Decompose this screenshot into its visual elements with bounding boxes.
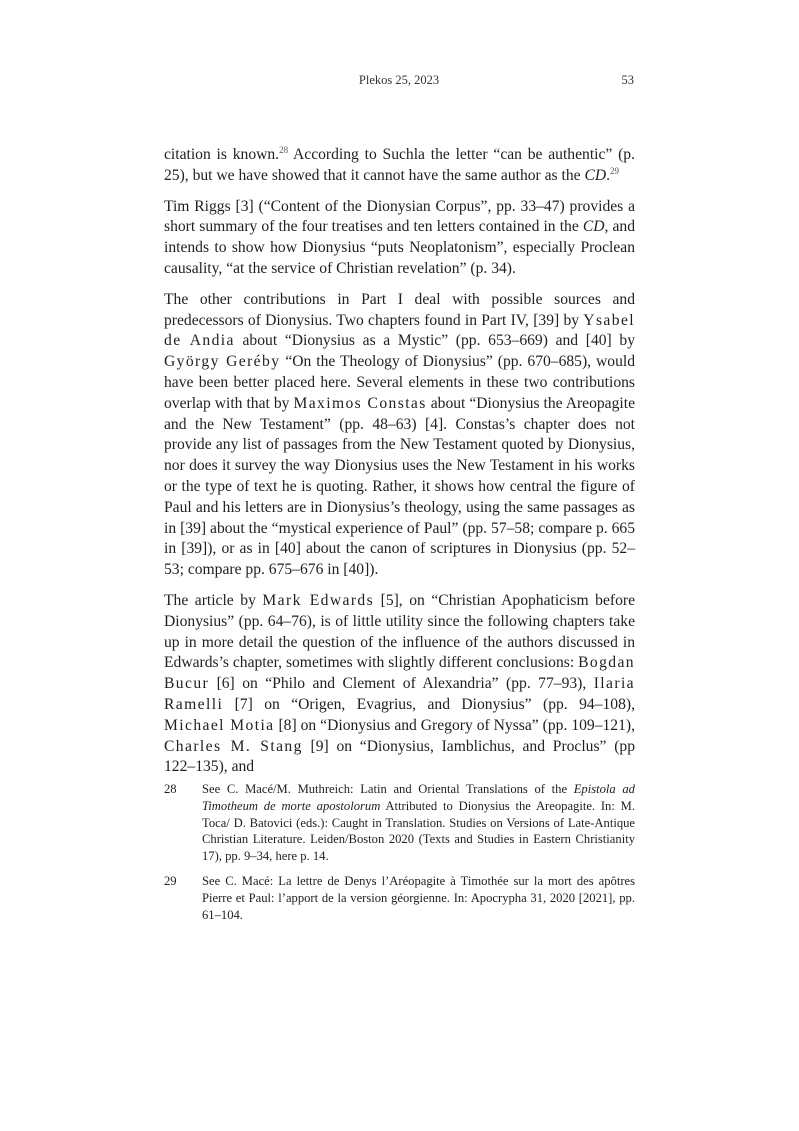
text-run: about “Dionysius the Areopagite and the New Testament” (pp. 48–63) [4]. Constas’s chapter does not provide any list of passages from the New Testament quoted by Dionysius, nor does it survey the way Dionysius uses the New Testament in his works or the type of text he is quoting. Rather, it shows how central the figure of Paul and his letters are in Dionysius’s theology, using the same passages as in [39] about the “mystical experience of Paul” (pp. 57–58; compare p. 665 in [39]), or as in [40] about the canon of scriptures in Dionysius (pp. 52–53; compare pp. 675–676 in [40]). bbox=[164, 394, 635, 579]
text-run: [8] on “Dionysius and Gregory of Nyssa” (pp. 109–121), bbox=[274, 716, 635, 734]
paragraph bbox=[164, 145, 635, 187]
text-run: See C. Macé/M. Muthreich: Latin and Oriental Translations of the bbox=[202, 782, 574, 796]
text-run: The article by bbox=[164, 591, 263, 609]
footnote-number: 29 bbox=[164, 873, 177, 888]
footnote bbox=[164, 781, 635, 865]
journal-title: Plekos 25, 2023 bbox=[358, 73, 440, 87]
footnote-ref: 28 bbox=[279, 144, 289, 155]
text-run: Tim Riggs [3] (“Content of the Dionysian Corpus”, pp. 33–47) provides a short summary of the four treatises and ten letters contained in the bbox=[164, 197, 635, 236]
text-run: “On the Theology of Dionysius” (pp. 670–685), would have been better placed here. Several elements in these two contributions overlap with that by bbox=[164, 353, 635, 412]
text-run: See C. Macé: La lettre de Denys l’Aréopagite à Timothée sur la mort des apôtres Pierre et Paul: l’apport de la version géorgienne. In: Apocrypha 31, 2020 [2021], pp. 61–104. bbox=[202, 873, 635, 922]
text-run: citation is known. bbox=[164, 146, 280, 163]
italic-text: Epistola ad Timotheum de morte apostolorum bbox=[202, 782, 635, 813]
author-name: Ilaria Ramelli bbox=[164, 675, 635, 713]
text-run: According to Suchla the letter “can be authentic” (p. 25), but we have showed that it cannot have the same author as the bbox=[164, 146, 636, 184]
author-name: Ysabel de Andia bbox=[164, 311, 635, 350]
text-run: . bbox=[606, 166, 611, 184]
author-name: Maximos Constas bbox=[293, 394, 427, 412]
author-name: Bogdan Bucur bbox=[164, 654, 635, 693]
footnotes bbox=[164, 781, 635, 931]
paragraph bbox=[164, 290, 635, 581]
footnote bbox=[164, 873, 635, 923]
footnote-text bbox=[202, 781, 635, 865]
footnote-ref: 29 bbox=[610, 165, 620, 176]
text-run: [6] on “Philo and Clement of Alexandria” (pp. 77–93), bbox=[209, 675, 594, 693]
author-name: Michael Motia bbox=[164, 716, 275, 734]
footnote-text bbox=[202, 873, 635, 923]
body-text bbox=[164, 145, 635, 788]
author-name: György Geréby bbox=[164, 353, 281, 371]
paragraph bbox=[164, 197, 635, 280]
text-run: about “Dionysius as a Mystic” (pp. 653–669) and [40] by bbox=[234, 332, 635, 350]
italic-text: CD bbox=[584, 166, 607, 184]
text-run: [7] on “Origen, Evagrius, and Dionysius” (pp. 94–108), bbox=[223, 695, 635, 713]
footnote-number: 28 bbox=[164, 782, 177, 796]
author-name: Mark Edwards bbox=[262, 591, 375, 609]
page-number: 53 bbox=[621, 73, 634, 87]
text-run: [9] on “Dionysius, Iamblichus, and Proclus” (pp 122–135), and bbox=[164, 737, 635, 776]
text-run: [5], on “Christian Apophaticism before Dionysius” (pp. 64–76), is of little utility since the following chapters take up in more detail the question of the influence of the authors discussed in Edwards’s chapter, sometimes with slightly different conclusions: bbox=[164, 591, 635, 672]
text-run: The other contributions in Part I deal with possible sources and predecessors of Dionysius. Two chapters found in Part IV, [39] by bbox=[164, 290, 635, 329]
italic-text: CD bbox=[582, 218, 605, 236]
text-run: , and intends to show how Dionysius “puts Neoplatonism”, especially Proclean causality, “at the service of Christian revelation” (p. 34). bbox=[164, 218, 635, 277]
text-run: Attributed to Dionysius the Areopagite. In: M. Toca/ D. Batovici (eds.): Caught in Translation. Studies on Versions of Late-Antique Christian Literature. Leiden/Boston 2020 (Texts and Studies in Eastern Christianity 17), pp. 9–34, here p. 14. bbox=[202, 798, 635, 864]
author-name: Charles M. Stang bbox=[164, 737, 303, 755]
paragraph bbox=[164, 591, 635, 778]
